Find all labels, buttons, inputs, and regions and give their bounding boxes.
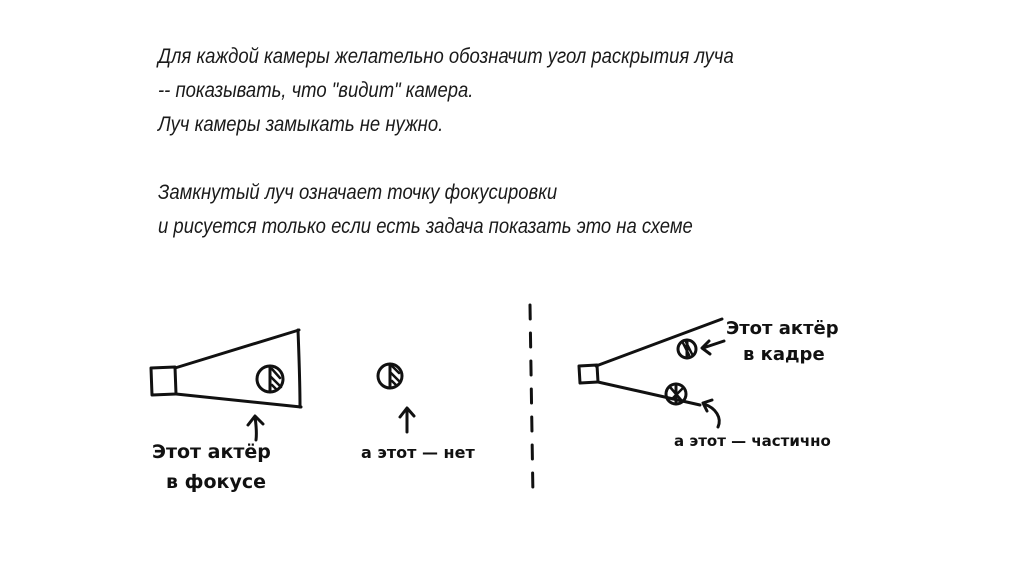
arrow-to-focused-actor bbox=[248, 416, 263, 440]
label-right-line1: Этот актёр bbox=[726, 318, 839, 339]
actor-out-of-beam-icon bbox=[378, 364, 402, 388]
actor-in-focus-icon bbox=[257, 366, 283, 392]
open-beam-right bbox=[596, 319, 722, 405]
note-line-4: Замкнутый луч означает точку фокусировки bbox=[158, 181, 558, 204]
arrow-to-other-actor bbox=[400, 408, 414, 432]
note-line-3: Луч камеры замыкать не нужно. bbox=[158, 113, 444, 136]
note-line-1: Для каждой камеры желательно обозначит угол раскрытия луча bbox=[158, 45, 734, 68]
camera-right-icon bbox=[579, 365, 598, 383]
actor-hatching bbox=[271, 342, 692, 401]
dashed-divider bbox=[530, 305, 533, 498]
note-line-5: и рисуется только если есть задача показать это на схеме bbox=[158, 215, 693, 238]
label-left-line1: Этот актёр bbox=[152, 441, 271, 463]
note-line-2: -- показывать, что "видит" камера. bbox=[158, 79, 474, 102]
label-left-line2: в фокусе bbox=[166, 471, 266, 493]
closed-beam-left bbox=[175, 330, 301, 407]
label-right-other: а этот — частично bbox=[674, 432, 831, 450]
label-right-line2: в кадре bbox=[743, 344, 825, 365]
arrow-to-partial-actor bbox=[703, 400, 719, 427]
camera-left-icon bbox=[151, 367, 176, 395]
label-left-other: а этот — нет bbox=[361, 443, 475, 462]
arrow-to-actor-in-frame bbox=[702, 341, 724, 354]
